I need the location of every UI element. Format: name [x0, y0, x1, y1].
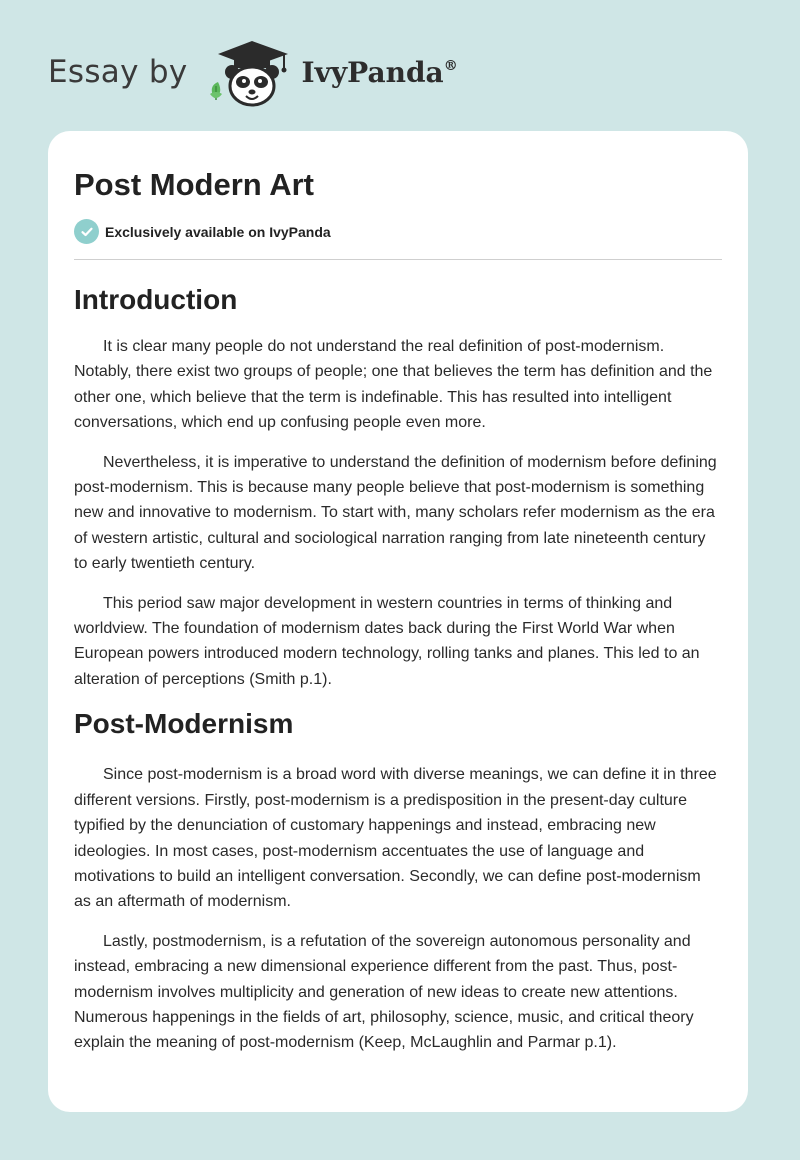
paragraph: This period saw major development in western countries in terms of thinking and worldview. The foundation of modernism dates back during the First World War when European powers introduced modern technology, rolling tanks and planes. This led to an alteration of perceptions (Smith p.1).: [74, 594, 700, 688]
badge-label: Exclusively available on IvyPanda: [105, 223, 331, 240]
site-header: [48, 36, 458, 108]
essay-card: [48, 131, 748, 1112]
registered-mark: ®: [443, 57, 458, 74]
paragraph: Nevertheless, it is imperative to understand the definition of modernism before defining post-modernism. This is because many people believe that post-modernism is something new and innovative to modernism. To start with, many scholars refer modernism as the era of western artistic, cultural and sociological narration ranging from late nineteenth century to early twentieth century.: [74, 453, 717, 573]
paragraph: Lastly, postmodernism, is a refutation of the sovereign autonomous personality and instead, embracing a new dimensional experience different from the past. Thus, post-modernism involves multiplicity and generation of new ideas to create new attentions. Numerous happenings in the fields of art, philosophy, science, music, and critical theory explain the meaning of post-modernism (Keep, McLaughlin and Parmar p.1).: [74, 932, 694, 1052]
panda-logo-icon[interactable]: [204, 36, 296, 108]
brand-name[interactable]: IvyPanda®: [301, 55, 458, 89]
page-title: Post Modern Art: [74, 167, 314, 202]
section-heading-introduction: Introduction: [74, 284, 238, 315]
section-heading-post-modernism: Post-Modernism: [74, 708, 294, 740]
exclusive-badge: [74, 219, 722, 244]
divider: [74, 259, 722, 260]
paragraph: It is clear many people do not understand the real definition of post-modernism. Notably, there exist two groups of people; one that believes the term has definition and the other one, which believe that the term is indefinable. This has resulted into intelligent conversations, which end up confusing people even more.: [74, 338, 713, 432]
paragraph: Since post-modernism is a broad word with diverse meanings, we can define it in three different versions. Firstly, post-modernism is a predisposition in the present-day culture typified by the denunciation of customary happenings and instead, embracing new ideologies. In most cases, post-modernism accentuates the use of language and motivations to build an intelligent conversation. Secondly, we can define post-modernism as an aftermath of modernism.: [74, 766, 717, 911]
essay-by-label: Essay by: [48, 54, 188, 90]
check-icon: [74, 219, 99, 244]
